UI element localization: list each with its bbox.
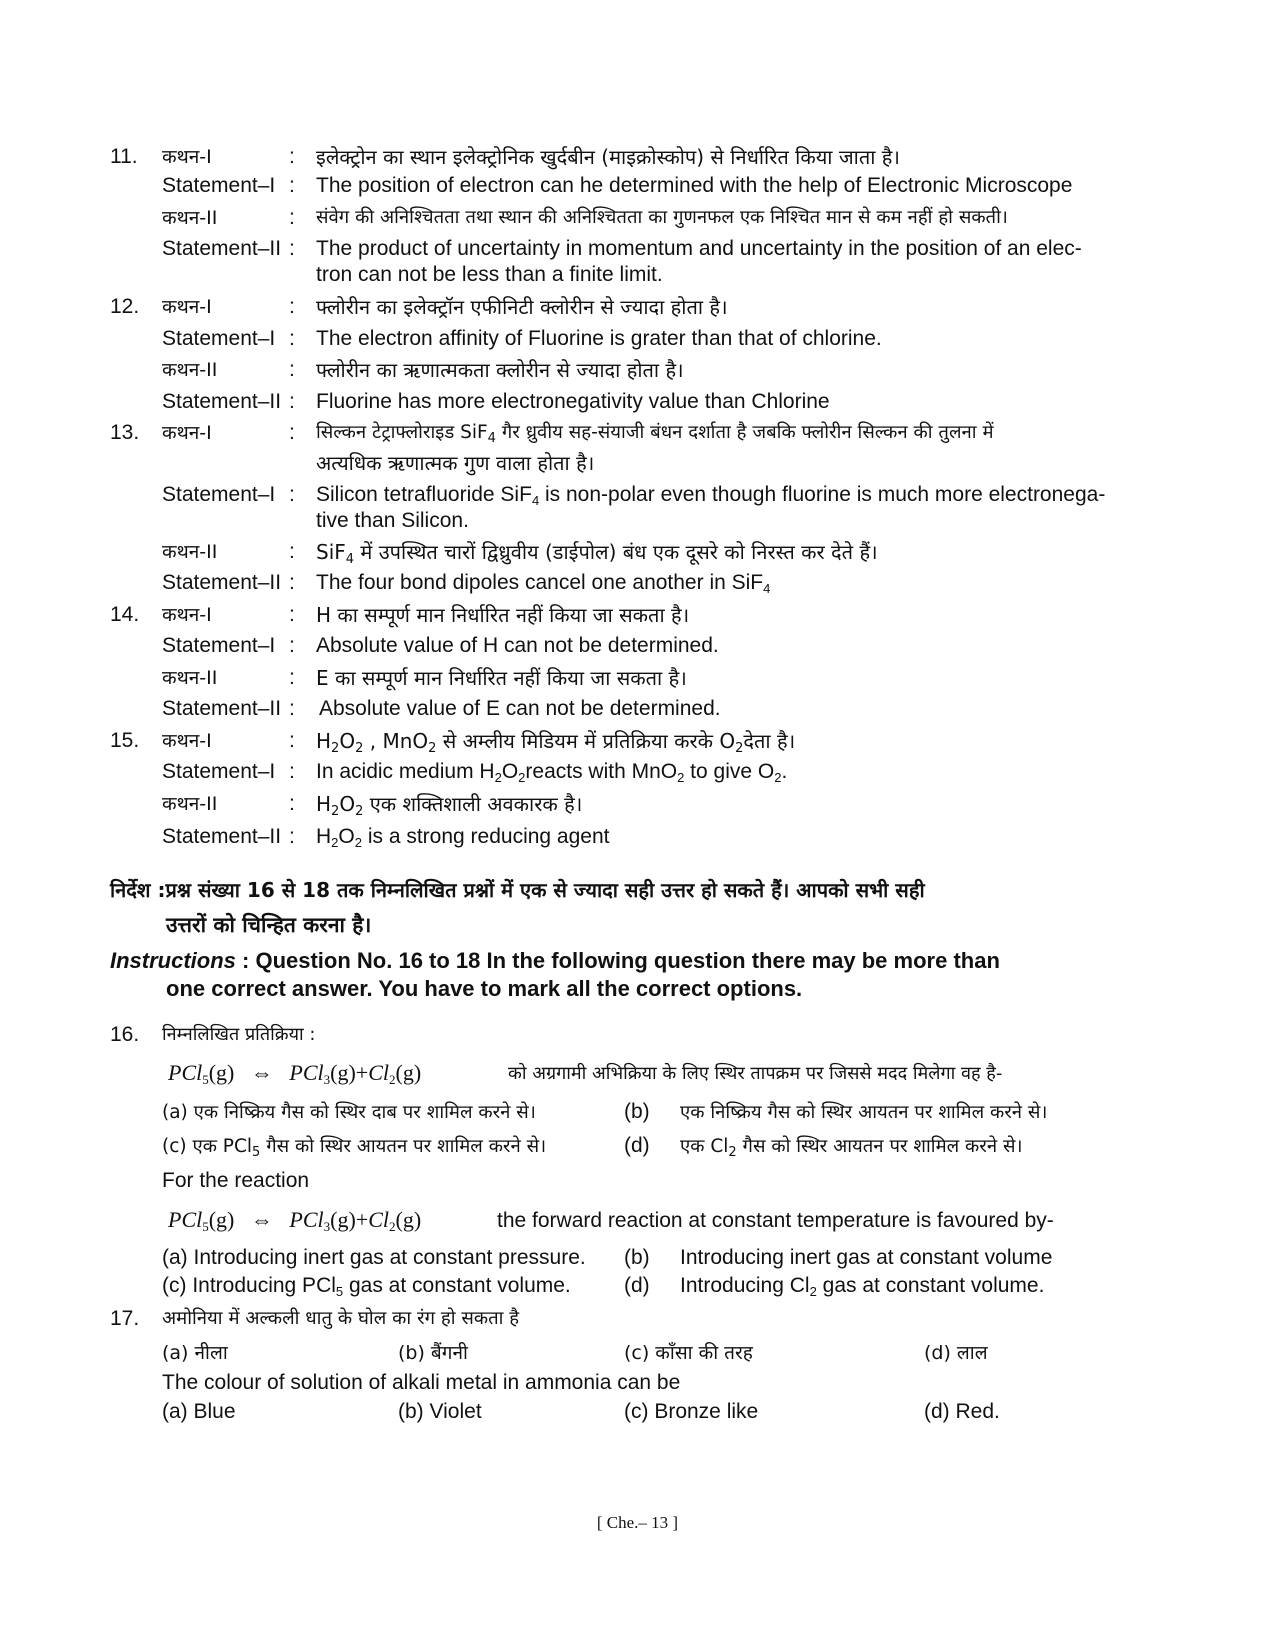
- question-number: 11.: [110, 145, 138, 168]
- subscript: 2: [494, 770, 502, 785]
- statement-label: Statement–I: [162, 174, 276, 197]
- colon: :: [289, 760, 295, 783]
- formula-part: O: [501, 760, 519, 783]
- colon: :: [289, 666, 295, 689]
- statement-label: Statement–II: [162, 571, 282, 594]
- colon: :: [289, 145, 295, 168]
- question-text: अमोनिया में अल्कली धातु के घोल का रंग हो सकता है: [162, 1308, 520, 1329]
- statement-text: E का सम्पूर्ण मान निर्धारित नहीं किया जा सकता है।: [316, 666, 687, 690]
- text-part: एक Cl: [680, 1136, 729, 1157]
- statement-label: Statement–I: [162, 634, 276, 657]
- statement-text: इलेक्ट्रोन का स्थान इलेक्ट्रोनिक खुर्दबीन (माइक्रोस्कोप) से निर्धारित किया जाता है।: [316, 145, 900, 169]
- kathan-label: कथन-II: [162, 207, 218, 229]
- text-part: Silicon tetrafluoride SiF: [316, 483, 532, 506]
- subscript: 2: [428, 741, 437, 756]
- kathan-label: कथन-I: [162, 296, 212, 318]
- statement-label: Statement–II: [162, 825, 282, 848]
- formula-part: O: [757, 760, 775, 783]
- option-tag: (d): [624, 1274, 650, 1297]
- statement-text: [316, 824, 609, 856]
- subscript: 4: [345, 552, 355, 567]
- colon: :: [289, 327, 295, 350]
- option-tag: (d): [624, 1134, 650, 1157]
- q16-en-option-a: [162, 1245, 586, 1271]
- equation: [168, 1060, 421, 1085]
- statement-label: Statement–II: [162, 697, 282, 720]
- option-text: (c) Bronze like: [624, 1400, 759, 1423]
- kathan-label: कथन-I: [162, 730, 212, 752]
- question-number: 14.: [110, 603, 140, 626]
- statement-text: Absolute value of E can not be determined.: [319, 697, 721, 720]
- text-part: gas at constant volume.: [343, 1274, 571, 1297]
- formula-part: O: [338, 825, 355, 848]
- formula-part: O: [339, 729, 356, 753]
- q16-eq-tail-hi: [508, 1060, 1002, 1087]
- subscript: 2: [331, 741, 340, 756]
- option-text: (a) Blue: [162, 1400, 236, 1423]
- colon: :: [289, 571, 295, 594]
- statement-text: tive than Silicon.: [316, 509, 469, 532]
- question-text: The colour of solution of alkali metal in ammonia can be: [162, 1371, 681, 1394]
- q16-en-intro: [162, 1168, 309, 1194]
- q17-hi-option: [162, 1340, 228, 1366]
- colon: :: [289, 483, 295, 506]
- kathan-label: कथन-II: [162, 793, 218, 815]
- period: .: [781, 760, 788, 783]
- q16-en-option-b: [680, 1245, 1052, 1271]
- text-part: Introducing Cl: [680, 1274, 810, 1297]
- subscript: 2: [389, 1072, 396, 1087]
- equation-part: (g): [330, 1207, 356, 1232]
- instructions-label: Instructions: [110, 948, 236, 973]
- question-number: 13.: [110, 421, 140, 444]
- q16-en-option-c: [162, 1273, 571, 1305]
- subscript: 3: [323, 1072, 331, 1087]
- statement-text: [316, 791, 582, 825]
- q16-en-option-b-tag: [624, 1245, 650, 1271]
- option-text: (d) Red.: [924, 1400, 1000, 1423]
- text-part: गैस को स्थिर आयतन पर शामिल करने से।: [260, 1136, 547, 1157]
- option-tag: (b): [624, 1246, 650, 1269]
- option-text: (d) लाल: [924, 1342, 988, 1364]
- text-part: gas at constant volume.: [816, 1274, 1045, 1297]
- directions-line2: उत्तरों को चिन्हित करना है।: [166, 913, 372, 937]
- option-text: (a) Introducing inert gas at constant pressure.: [162, 1246, 586, 1269]
- formula-part: MnO: [631, 760, 678, 783]
- equation-part: (g): [208, 1060, 235, 1085]
- q17-hi-option: [398, 1340, 468, 1366]
- subscript: 5: [202, 1219, 209, 1234]
- text-part: is non-polar even though fluorine is much more electronega-: [539, 483, 1106, 506]
- kathan-label: कथन-II: [162, 541, 218, 563]
- subscript: 2: [354, 835, 362, 850]
- statement-text: tron can not be less than a finite limit.: [316, 263, 663, 286]
- colon: :: [289, 390, 295, 413]
- text-part: एक शक्तिशाली अवकारक है।: [363, 792, 583, 816]
- equation: [168, 1207, 421, 1232]
- colon: :: [289, 295, 295, 318]
- statement-label: Statement–II: [162, 237, 282, 260]
- equation-part: PCl: [168, 1060, 203, 1085]
- formula-part: O: [339, 792, 356, 816]
- option-text: (a) एक निष्क्रिय गैस को स्थिर दाब पर शामिल करने से।: [162, 1102, 536, 1123]
- subscript: 2: [355, 741, 364, 756]
- question-number: 12.: [110, 295, 140, 318]
- statement-text: Absolute value of H can not be determined.: [316, 634, 719, 657]
- text-part: reacts with: [525, 760, 632, 783]
- option-text: Introducing inert gas at constant volume: [680, 1246, 1053, 1269]
- subscript: 4: [487, 431, 496, 446]
- q17-en-option: [924, 1399, 1000, 1425]
- equation-part: PCl: [289, 1060, 324, 1085]
- option-text: एक निष्क्रिय गैस को स्थिर आयतन पर शामिल करने से।: [680, 1102, 1048, 1123]
- kathan-label: कथन-I: [162, 604, 212, 626]
- text-part: गैस को स्थिर आयतन पर शामिल करने से।: [736, 1136, 1023, 1157]
- q17-hi-option: [624, 1340, 753, 1366]
- equation-arrow: ⇔: [250, 1060, 273, 1085]
- text-part: (c) Introducing PCl: [162, 1274, 336, 1297]
- statement-text: [316, 759, 787, 791]
- equation-part: PCl: [289, 1207, 324, 1232]
- q16-equation-hi: [168, 1060, 421, 1093]
- statement-text: The electron affinity of Fluorine is grater than that of chlorine.: [316, 327, 882, 350]
- colon: :: [289, 697, 295, 720]
- option-text: (b) Violet: [398, 1400, 482, 1423]
- text-part: गैर ध्रुवीय सह-संयाजी बंधन दर्शाता है जबकि फ्लोरीन सिल्कन की तुलना में: [495, 422, 994, 443]
- equation-arrow: ⇔: [250, 1207, 273, 1232]
- q16-hi-option-a: [162, 1099, 536, 1126]
- question-number: 17.: [110, 1307, 140, 1330]
- q16-equation-en: [168, 1207, 421, 1240]
- equation-part: Cl: [368, 1207, 389, 1232]
- instructions-text: : Question No. 16 to 18 In the following question there may be more than: [235, 948, 1000, 973]
- text-part: से अम्लीय मिडियम में प्रतिक्रिया करके: [436, 729, 720, 753]
- equation-part: PCl: [168, 1207, 203, 1232]
- subscript: 2: [331, 835, 339, 850]
- statement-text: [316, 539, 878, 573]
- instructions-line1: [110, 946, 1000, 976]
- q16-hi-option-b: [680, 1099, 1047, 1126]
- subscript: 2: [774, 770, 782, 785]
- subscript: 4: [763, 581, 771, 596]
- equation-part: (g): [395, 1060, 422, 1085]
- q16-hi-option-d: [680, 1133, 1023, 1166]
- kathan-label: कथन-I: [162, 146, 212, 168]
- subscript: 4: [531, 493, 540, 508]
- option-text: (a) नीला: [162, 1342, 228, 1364]
- equation-part: (g): [395, 1207, 422, 1232]
- option-tag: (b): [624, 1100, 650, 1123]
- option-text: [162, 1274, 571, 1297]
- subscript: 5: [335, 1284, 344, 1299]
- kathan-label: कथन-II: [162, 667, 218, 689]
- equation-part: Cl: [368, 1060, 389, 1085]
- subscript: 2: [677, 770, 685, 785]
- statement-text: अत्यधिक ऋणात्मक गुण वाला होता है।: [316, 451, 595, 475]
- formula-part: H: [316, 729, 332, 753]
- formula-part: H: [316, 792, 332, 816]
- text-part: In acidic medium: [316, 760, 480, 783]
- question-text: को अग्रगामी अभिक्रिया के लिए स्थिर तापक्रम पर जिससे मदद मिलेगा वह है-: [508, 1063, 1003, 1084]
- formula-part: MnO: [382, 729, 429, 753]
- option-text: [680, 1136, 1023, 1160]
- equation-part: +: [355, 1060, 369, 1085]
- subscript: 2: [735, 741, 744, 756]
- text-part: The four bond dipoles cancel one another in SiF: [316, 571, 764, 594]
- q16-eq-tail-en: [497, 1208, 1054, 1234]
- q17-en-option: [162, 1399, 236, 1425]
- statement-label: Statement–I: [162, 327, 276, 350]
- formula-part: H: [316, 825, 332, 848]
- subscript: 2: [518, 770, 526, 785]
- equation-part: (g): [330, 1060, 356, 1085]
- text-part: देता है।: [743, 729, 796, 753]
- formula-part: H: [479, 760, 495, 783]
- colon: :: [289, 206, 295, 229]
- formula-part: O: [719, 729, 736, 753]
- subscript: 3: [323, 1219, 331, 1234]
- statement-text: H का सम्पूर्ण मान निर्धारित नहीं किया जा सकता है।: [316, 603, 690, 627]
- statement-text: फ्लोरीन का इलेक्ट्रॉन एफीनिटी क्लोरीन से ज्यादा होता है।: [316, 295, 728, 319]
- question-text: the forward reaction at constant temperature is favoured by-: [497, 1209, 1054, 1232]
- subscript: 2: [809, 1284, 817, 1299]
- colon: :: [289, 825, 295, 848]
- statement-text: The product of uncertainty in momentum and uncertainty in the position of an elec-: [316, 237, 1082, 260]
- colon: :: [289, 634, 295, 657]
- q17-hi-option: [924, 1340, 988, 1366]
- instructions-line2: one correct answer. You have to mark all the correct options.: [166, 976, 803, 1001]
- option-text: [680, 1274, 1044, 1297]
- colon: :: [289, 421, 295, 444]
- text-part: सिल्कन टेट्राफ्लोराइड SiF: [316, 422, 488, 443]
- text-part: to give: [684, 760, 758, 783]
- q17-en-option: [398, 1399, 482, 1425]
- kathan-label: कथन-I: [162, 422, 212, 444]
- q16-en-option-d: [680, 1273, 1044, 1305]
- statement-text: संवेग की अनिश्चितता तथा स्थान की अनिश्चितता का गुणनफल एक निश्चित मान से कम नहीं हो सकती।: [316, 207, 1008, 228]
- colon: :: [289, 729, 295, 752]
- comma: ,: [363, 729, 383, 753]
- q16-en-option-d-tag: [624, 1273, 650, 1299]
- q16-hi-option-d-tag: [624, 1133, 650, 1159]
- colon: :: [289, 540, 295, 563]
- text-part: में उपस्थित चारों द्विध्रुवीय (डाईपोल) बंध एक दूसरे को निरस्त कर देते हैं।: [354, 540, 878, 564]
- q16-hi-option-b-tag: [624, 1099, 650, 1125]
- statement-text: फ्लोरीन का ऋणात्मकता क्लोरीन से ज्यादा होता है।: [316, 358, 684, 382]
- q17-en-option: [624, 1399, 758, 1425]
- subscript: 2: [331, 804, 340, 819]
- option-text: (b) बैंगनी: [398, 1342, 468, 1364]
- equation-part: +: [355, 1207, 369, 1232]
- subscript: 5: [252, 1145, 261, 1160]
- subscript: 2: [355, 804, 364, 819]
- colon: :: [289, 603, 295, 626]
- colon: :: [289, 174, 295, 197]
- statement-text: Fluorine has more electronegativity value than Chlorine: [316, 390, 830, 413]
- question-text: निम्नलिखित प्रतिक्रिया :: [162, 1024, 316, 1045]
- equation-part: (g): [208, 1207, 235, 1232]
- statement-text: [316, 570, 770, 602]
- q16-hi-option-c: [162, 1133, 546, 1166]
- subscript: 5: [202, 1072, 209, 1087]
- statement-label: Statement–I: [162, 483, 276, 506]
- option-text: [162, 1136, 547, 1160]
- kathan-label: कथन-II: [162, 359, 218, 381]
- text-part: is a strong reducing agent: [361, 825, 610, 848]
- page-footer: [ Che.– 13 ]: [596, 1513, 679, 1532]
- question-number: 16.: [110, 1023, 140, 1046]
- statement-text: [316, 420, 994, 452]
- statement-label: Statement–II: [162, 390, 282, 413]
- directions-line1: निर्देश :प्रश्न संख्या 16 से 18 तक निम्नलिखित प्रश्नों में एक से ज्यादा सही उत्तर हो सकते हैं। आपको सभी सही: [110, 878, 925, 902]
- question-text: For the reaction: [162, 1169, 310, 1192]
- colon: :: [289, 358, 295, 381]
- option-text: (c) काँसा की तरह: [624, 1342, 753, 1364]
- subscript: 2: [728, 1145, 737, 1160]
- colon: :: [289, 792, 295, 815]
- colon: :: [289, 237, 295, 260]
- statement-text: The position of electron can he determined with the help of Electronic Microscope: [316, 174, 1073, 197]
- statement-text: [316, 728, 795, 762]
- text-part: SiF: [316, 540, 346, 564]
- question-number: 15.: [110, 729, 140, 752]
- statement-label: Statement–I: [162, 760, 276, 783]
- subscript: 2: [389, 1219, 396, 1234]
- text-part: (c) एक PCl: [162, 1136, 253, 1157]
- q17-en-row: [162, 1370, 680, 1396]
